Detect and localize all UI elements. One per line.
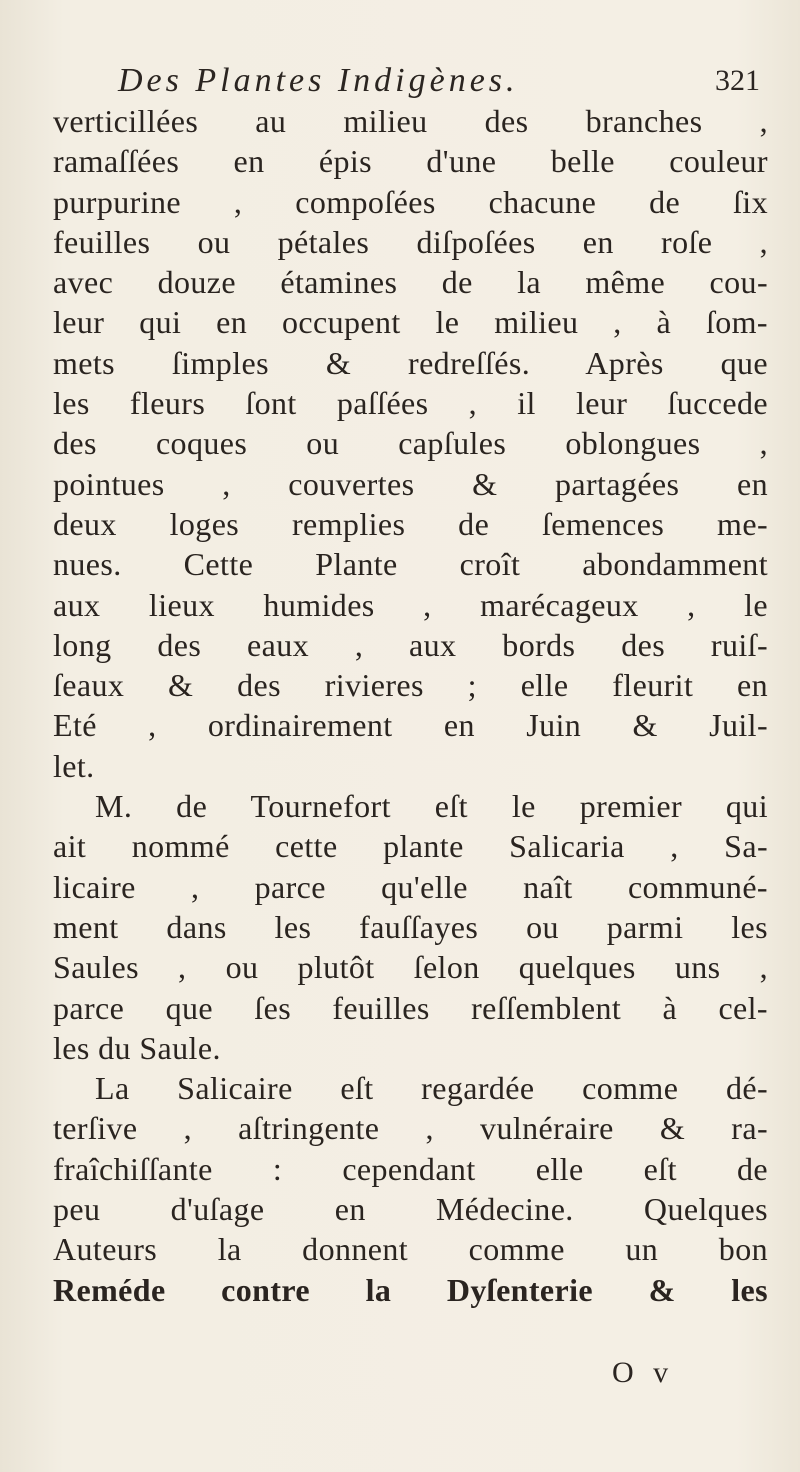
text-line: ramaſſées en épis d'une belle couleur <box>53 143 768 180</box>
text-line: long des eaux , aux bords des ruiſ- <box>53 626 768 663</box>
text-line: terſive , aſtringente , vulnéraire & ra- <box>53 1110 768 1147</box>
text-line: Reméde contre la Dyſenterie & les <box>53 1271 768 1308</box>
text-line: deux loges remplies de ſemences me- <box>53 505 768 542</box>
body-text <box>53 101 768 1310</box>
text-line: pointues , couvertes & partagées en <box>53 465 768 502</box>
text-line: aux lieux humides , marécageux , le <box>53 586 768 623</box>
text-line: let. <box>53 747 95 784</box>
signature-mark: O v <box>612 1356 675 1389</box>
text-line: les fleurs ſont paſſées , il leur ſuccede <box>53 385 768 422</box>
text-line: ait nommé cette plante Salicaria , Sa- <box>53 828 768 865</box>
text-line: La Salicaire eſt regardée comme dé- <box>95 1070 768 1107</box>
text-line: nues. Cette Plante croît abondamment <box>53 546 768 583</box>
text-line: mets ſimples & redreſſés. Après que <box>53 344 768 381</box>
text-line: peu d'uſage en Médecine. Quelques <box>53 1191 768 1228</box>
text-line: Auteurs la donnent comme un bon <box>53 1231 768 1268</box>
running-title: Des Plantes Indigènes. <box>118 62 519 99</box>
text-line: Saules , ou plutôt ſelon quelques uns , <box>53 949 768 986</box>
page-number: 321 <box>715 64 760 97</box>
text-line: avec douze étamines de la même cou- <box>53 264 768 301</box>
text-line: verticillées au milieu des branches , <box>53 103 768 139</box>
page-header <box>100 62 760 102</box>
text-line: ſeaux & des rivieres ; elle fleurit en <box>53 667 768 704</box>
text-line: licaire , parce qu'elle naît communé- <box>53 868 768 905</box>
text-line: Eté , ordinairement en Juin & Juil- <box>53 707 768 744</box>
text-line: parce que ſes feuilles reſſemblent à cel- <box>53 989 768 1026</box>
text-line: purpurine , compoſées chacune de ſix <box>53 183 768 220</box>
text-line: leur qui en occupent le milieu , à ſom- <box>53 304 768 341</box>
text-line: des coques ou capſules oblongues , <box>53 425 768 462</box>
text-line: fraîchiſſante : cependant elle eſt de <box>53 1150 768 1187</box>
text-line: ment dans les fauſſayes ou parmi les <box>53 908 768 945</box>
text-line: les du Saule. <box>53 1029 221 1066</box>
text-line: M. de Tournefort eſt le premier qui <box>95 788 768 825</box>
text-line: feuilles ou pétales diſpoſées en roſe , <box>53 223 768 260</box>
